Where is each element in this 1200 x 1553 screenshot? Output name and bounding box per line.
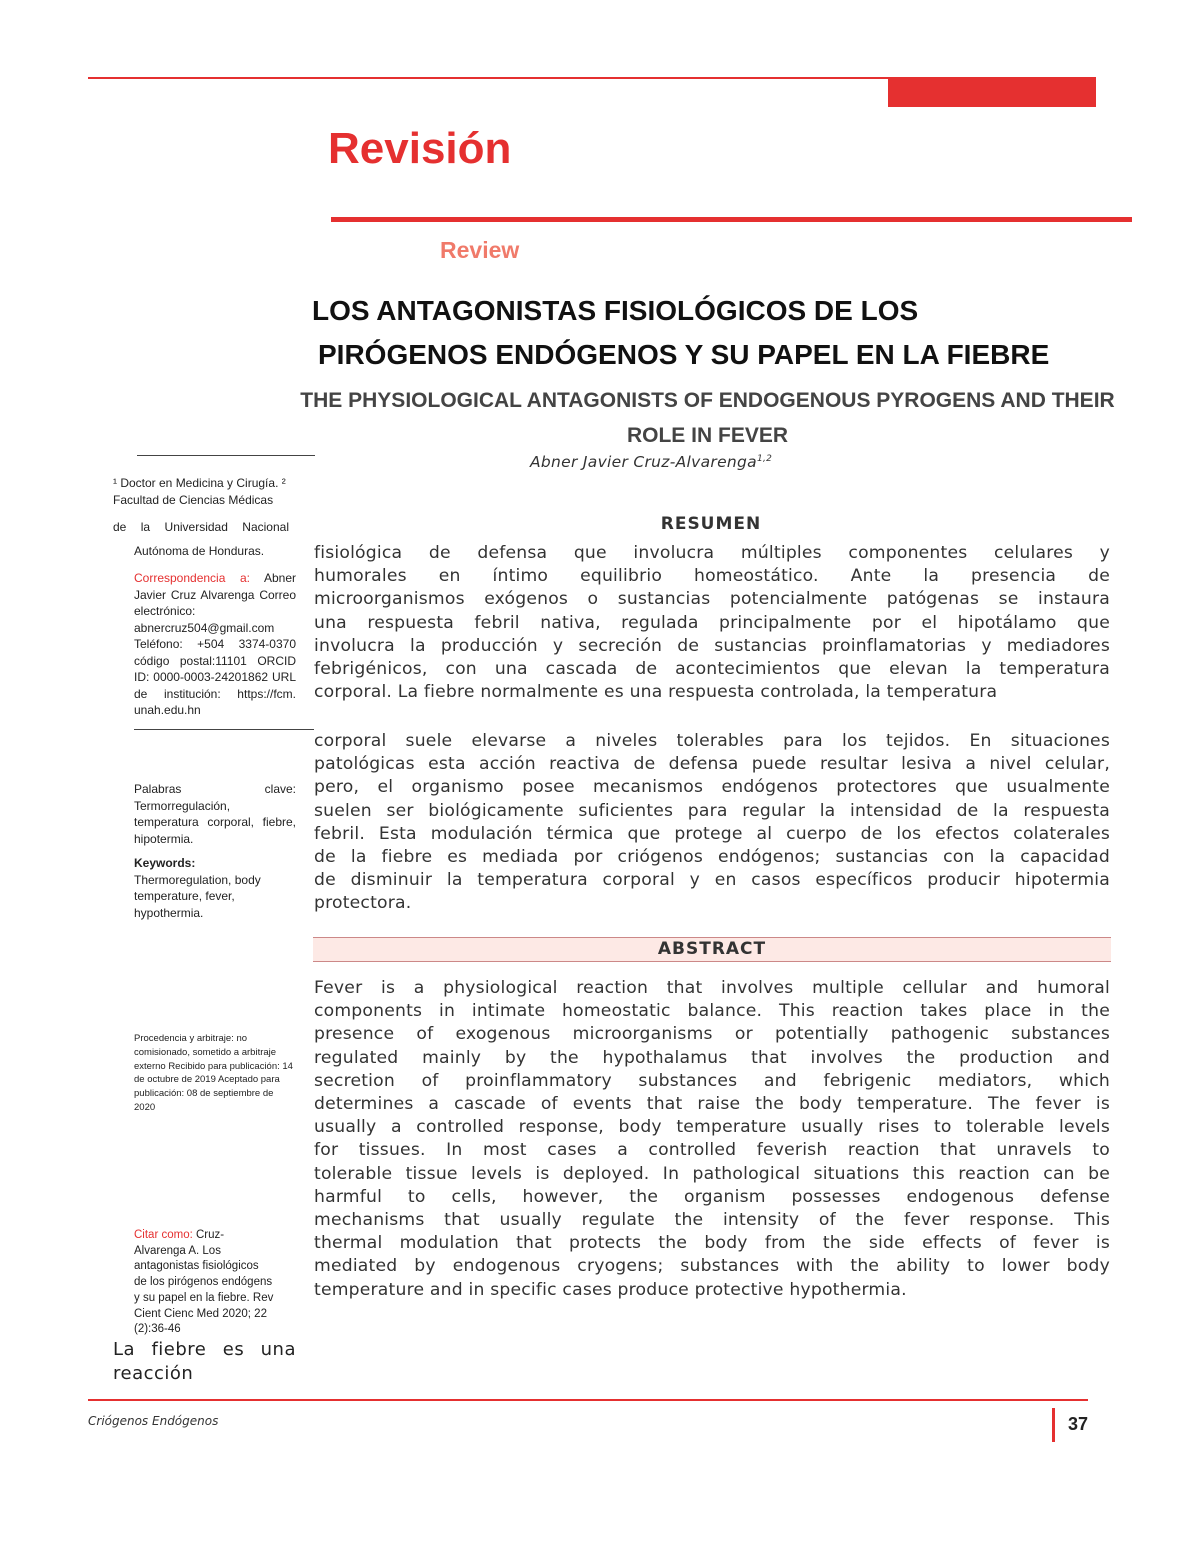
article-title-es-line1: LOS ANTAGONISTAS FISIOLÓGICOS DE LOS	[312, 295, 919, 326]
text-line: pero, el organismo posee mecanismos endógenos protectores que usualmente	[314, 777, 1110, 798]
text-line: febrigénicos, con una cascada de acontecimientos que elevan la temperatura	[314, 659, 1110, 680]
abstract-paragraph	[314, 977, 1110, 1302]
author-name: Abner Javier Cruz-Alvarenga	[530, 453, 757, 471]
text-line: mechanisms that usually regulate the intensity of the fever response. This	[314, 1210, 1110, 1231]
text-line: mediated by endogenous cryogens; substances with the ability to lower body	[314, 1256, 1110, 1277]
keywords-en-block	[134, 855, 296, 921]
text-line: de la fiebre es mediada por criógenos endógenos; sustancias con la capacidad	[314, 847, 1110, 868]
text-line: protectora.	[314, 893, 412, 914]
sidebar-rule-middle	[134, 729, 314, 730]
text-line: tolerable tissue levels is deployed. In pathological situations this reaction can be	[314, 1163, 1110, 1184]
text-line: humorales en íntimo equilibrio homeostático. Ante la presencia de	[314, 566, 1110, 587]
sidebar-teaser	[113, 1338, 296, 1386]
text-line: determines a cascade of events that raise the body temperature. The fever is	[314, 1094, 1110, 1115]
text-line: una respuesta febril nativa, regulada principalmente por el hipotálamo que	[314, 612, 1110, 633]
author-line	[530, 453, 772, 471]
citation-label: Citar como:	[134, 1229, 193, 1241]
affiliation-line2: de la Universidad Nacional	[113, 520, 289, 534]
correspondence-block	[134, 570, 296, 719]
text-line: patológicas esta acción reactiva de defensa puede resultar lesiva a nivel celular,	[314, 754, 1110, 775]
text-line: de disminuir la temperatura corporal y en casos específicos producir hipotermia	[314, 870, 1110, 891]
keywords-en-text: Thermoregulation, body temperature, fever, hypothermia.	[134, 872, 261, 920]
text-line: temperature and in specific cases produce protective hypothermia.	[314, 1279, 907, 1300]
citation-text: Cruz-Alvarenga A. Los antagonistas fisiológicos de los pirógenos endógens y su papel en la fiebre. Rev Cient Cienc Med 2020; 22 (2):36-46	[134, 1229, 274, 1336]
text-line: Fever is a physiological reaction that involves multiple cellular and humoral	[314, 978, 1110, 998]
running-title: Criógenos Endógenos	[88, 1414, 219, 1428]
text-line: secretion of proinflammatory substances and febrigenic mediators, which	[314, 1070, 1110, 1091]
keywords-en-label: Keywords:	[134, 856, 196, 870]
text-line: corporal. La fiebre normalmente es una respuesta controlada, la temperatura	[314, 682, 998, 703]
resumen-paragraph-1	[314, 542, 1110, 704]
section-subtitle: Review	[440, 237, 520, 263]
text-line: involucra la producción y secreción de sustancias proinflamatorias y mediadores	[314, 635, 1110, 656]
text-line: for tissues. In most cases a controlled feverish reaction that unravels to	[314, 1140, 1110, 1161]
correspondence-label: Correspondencia a:	[134, 571, 251, 585]
text-line: suelen ser biológicamente suficientes para regular la intensidad de la respuesta	[314, 800, 1110, 821]
text-line: fisiológica de defensa que involucra múltiples componentes celulares y	[314, 543, 1110, 563]
sidebar-rule-top	[137, 455, 315, 456]
text-line: corporal suele elevarse a niveles tolerables para los tejidos. En situaciones	[314, 731, 1110, 751]
section-title-rule	[331, 217, 1132, 222]
text-line: presence of exogenous microorganisms or potentially pathogenic substances	[314, 1024, 1110, 1045]
article-title-es-line2: PIRÓGENOS ENDÓGENOS Y SU PAPEL EN LA FIEBRE	[318, 339, 1050, 370]
header-accent-block	[888, 79, 1096, 107]
text-line: febril. Esta modulación térmica que protege al cuerpo de los efectos colaterales	[314, 823, 1110, 844]
page-number: 37	[1068, 1414, 1089, 1434]
keywords-es-block	[134, 781, 296, 847]
teaser-line2: reacción	[113, 1363, 194, 1384]
keywords-es-label: Palabras clave:	[134, 782, 296, 796]
provenance-note: Procedencia y arbitraje: no comisionado, sometido a arbitraje externo Recibido para publicación: 14 de octubre de 2019 Aceptado para publicación: 08 de septiembre de 2020	[134, 1033, 293, 1113]
citation-block	[134, 1228, 274, 1338]
text-line: thermal modulation that protects the body from the side effects of fever is	[314, 1233, 1110, 1254]
footer-rule	[88, 1399, 1088, 1401]
text-line: microorganismos exógenos o sustancias potencialmente patógenas se instaura	[314, 589, 1110, 610]
page-number-bar	[1052, 1408, 1055, 1442]
text-line: regulated mainly by the hypothalamus that involves the production and	[314, 1047, 1110, 1068]
section-title: Revisión	[328, 124, 512, 173]
text-line: harmful to cells, however, the organism possesses endogenous defense	[314, 1186, 1110, 1207]
author-affiliation-marks: 1,2	[756, 453, 773, 464]
resumen-paragraph-2	[314, 730, 1110, 916]
keywords-es-text: Termorregulación, temperatura corporal, fiebre, hipotermia.	[134, 798, 296, 846]
resumen-heading: RESUMEN	[660, 514, 762, 534]
text-line: usually a controlled response, body temperature usually rises to tolerable levels	[314, 1117, 1110, 1138]
affiliation-line3: Autónoma de Honduras.	[134, 544, 265, 558]
abstract-heading: ABSTRACT	[657, 939, 767, 959]
teaser-line1: La fiebre es una	[113, 1339, 296, 1360]
correspondence-text: Abner Javier Cruz Alvarenga Correo electrónico: abnercruz504@gmail.com Teléfono: +504 3374-0370 código postal:11101 ORCID ID: 0000-0003-24201862 URL de institución: https://fcm. unah.edu.hn	[134, 571, 296, 717]
text-line: components in intimate homeostatic balance. This reaction takes place in the	[314, 1001, 1110, 1022]
affiliation-line1: ¹ Doctor en Medicina y Cirugía. ² Facultad de Ciencias Médicas	[113, 476, 286, 507]
article-title-en: THE PHYSIOLOGICAL ANTAGONISTS OF ENDOGENOUS PYROGENS AND THEIR ROLE IN FEVER	[300, 389, 1115, 447]
